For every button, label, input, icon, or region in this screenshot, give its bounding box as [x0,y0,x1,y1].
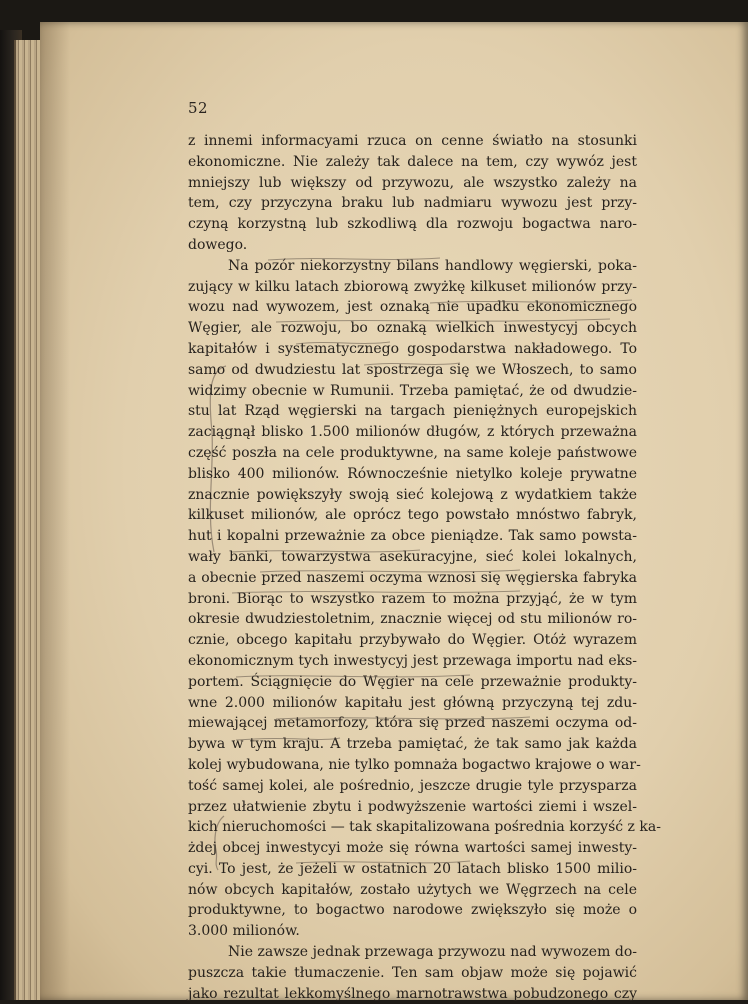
text-line: widzimy obecnie w Rumunii. Trzeba pamiętać, że od dwudzie- [188,382,637,399]
text-line: kolej wybudowana, nie tylko pomnaża bogactwo krajowe o war- [188,756,641,773]
text-line: dowego. [188,236,248,253]
text-line: z innemi informacyami rzuca on cenne światło na stosunki [188,133,637,149]
text-line: ekonomicznym tych inwestycyj jest przewaga importu nad eks- [188,652,637,669]
text-line: kich nieruchomości — tak skapitalizowana pośrednia korzyść z ka- [188,819,661,836]
text-line: zaciągnął blisko 1.500 milionów długów, z których przeważna [188,424,637,441]
text-line: produktywne, to bogactwo narodowe zwiększyło się może o [188,902,637,919]
text-line: 3.000 milionów. [188,923,300,940]
text-line: broni. Biorąc to wszystko razem to można przyjąć, że w tym [188,590,637,607]
body-text [188,131,661,1004]
text-line: wne 2.000 milionów kapitału jest główną przyczyną tej zdu- [188,694,637,711]
text-line: nów obcych kapitałów, zostało użytych we Węgrzech na cele [188,881,637,898]
page-number: 52 [188,99,209,117]
text-line: okresie dwudziestoletnim, znacznie więcej od stu milionów ro- [188,611,637,628]
text-line: blisko 400 milionów. Równocześnie nietylko koleje prywatne [188,465,637,482]
text-line: jako rezultat lekkomyślnego marnotrawstwa pobudzonego czy [188,985,637,1002]
text-line: a obecnie przed naszemi oczyma wznosi się węgierska fabryka [188,569,637,586]
text-line: portem. Ściągnięcie do Węgier na cele przeważnie produkty- [188,673,637,690]
text-line: przez ułatwienie zbytu i podwyższenie wartości ziemi i wszel- [188,798,637,815]
text-line: znacznie powiększyły swoją sieć kolejową z wydatkiem także [188,486,637,503]
text-line: mniejszy lub większy od przywozu, ale wszystko zależy na [188,174,637,191]
text-line: kilkuset milionów, ale oprócz tego powstało mnóstwo fabryk, [188,507,637,524]
text-line: ekonomiczne. Nie zależy tak dalece na tem, czy wywóz jest [188,153,637,170]
text-line: Nie zawsze jednak przewaga przywozu nad wywozem do- [228,944,637,961]
text-line: puszcza takie tłumaczenie. Ten sam objaw może się pojawić [188,964,637,981]
text-line: wały banki, towarzystwa asekuracyjne, sieć kolei lokalnych, [188,548,637,565]
text-line: zujący w kilku latach zbiorową zwyżkę kilkuset milionów przy- [188,278,637,295]
text-line: hut i kopalni przeważnie za obce pieniądze. Tak samo powsta- [188,528,637,545]
text-line: wozu nad wywozem, jest oznaką nie upadku ekonomicznego [188,299,637,316]
text-line: tość samej kolei, ale pośrednio, jeszcze drugie tyle przysparza [188,777,637,794]
text-line: Na pozór niekorzystny bilans handlowy węgierski, poka- [228,257,637,274]
text-line: Węgier, ale rozwoju, bo oznaką wielkich inwestycyj obcych [188,320,637,337]
text-line: stu lat Rząd węgierski na targach pieniężnych europejskich [188,403,637,420]
text-line: cyi. To jest, że jeżeli w ostatnich 20 latach blisko 1500 milio- [188,860,637,877]
text-line: samo od dwudziestu lat spostrzega się we Włoszech, to samo [188,361,637,378]
text-line: cznie, obcego kapitału przybywało do Węgier. Otóż wyrazem [188,632,637,649]
text-line: żdej obcej inwestycyi może się równa wartości samej inwesty- [188,840,637,857]
text-line: czyną korzystną lub szkodliwą dla rozwoju bogactwa naro- [188,216,637,233]
text-line: bywa w tym kraju. A trzeba pamiętać, że tak samo jak każda [188,736,637,753]
text-line: tem, czy przyczyna braku lub nadmiaru wywozu jest przy- [188,195,637,212]
text-line: miewającej metamorfozy, która się przed naszemi oczyma od- [188,715,637,732]
text-line: część poszła na cele produktywne, na same koleje państwowe [188,444,637,461]
text-line: kapitałów i systematycznego gospodarstwa nakładowego. To [188,340,637,357]
